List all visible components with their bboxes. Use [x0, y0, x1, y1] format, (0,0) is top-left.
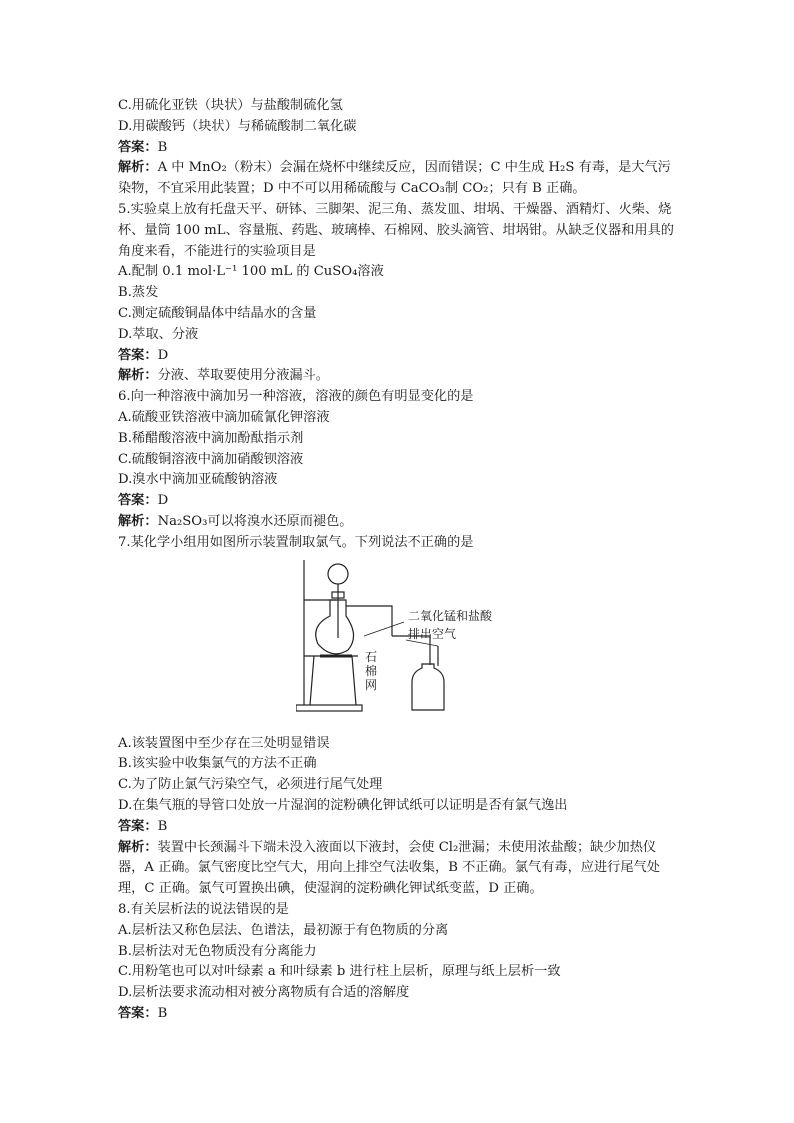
answer-label: 答案： [118, 818, 158, 834]
option-line: C.硫酸铜溶液中滴加硝酸钡溶液 [118, 451, 304, 467]
option-line: B.层析法对无色物质没有分离能力 [118, 943, 317, 959]
gas-jar [412, 664, 444, 710]
option-line: D.层析法要求流动相对被分离物质有合适的溶解度 [118, 985, 410, 1001]
answer-line [118, 1004, 678, 1025]
apparatus-figure [118, 560, 678, 730]
option-line: A.硫酸亚铁溶液中滴加硫氰化钾溶液 [118, 409, 330, 425]
label-leader-reagent [364, 622, 404, 636]
answer-label: 答案： [118, 139, 158, 155]
question-stem: 7.某化学小组用如图所示装置制取氯气。下列说法不正确的是 [118, 534, 474, 550]
option-line: C.用硫化亚铁（块状）与盐酸制硫化氢 [118, 98, 343, 113]
funnel-bulb [328, 564, 348, 584]
tripod-legs [310, 656, 356, 705]
label-exhaust: 排出空气 [408, 626, 457, 641]
label-gauze-char: 棉 [364, 663, 377, 678]
answer-value: D [157, 493, 169, 509]
analysis-label: 解析： [118, 839, 158, 855]
answer-label: 答案： [118, 347, 158, 363]
option-line: D.溴水中滴加亚硫酸钠溶液 [118, 472, 278, 488]
question-stem: 6.向一种溶液中滴加另一种溶液，溶液的颜色有明显变化的是 [118, 389, 474, 405]
question-stem: 5.实验桌上放有托盘天平、研钵、三脚架、泥三角、蒸发皿、坩埚、干燥器、酒精灯、火柴、烧杯、量筒 100 mL、容量瓶、药匙、玻璃棒、石棉网、胶头滴管、坩埚钳。从缺乏仪器和用具的角度来看，不能进行的实验项目是 [118, 201, 674, 259]
label-gauze-char: 网 [364, 677, 377, 692]
option-line: C.为了防止氯气污染空气，必须进行尾气处理 [118, 777, 383, 793]
analysis-text: 装置中长颈漏斗下端未没入液面以下液封，会使 Cl₂泄漏；未使用浓盐酸；缺少加热仪器，A 正确。氯气密度比空气大，用向上排空气法收集，B 不正确。氯气有毒，应进行尾气处理，C 正确。氯气可置换出碘，使湿润的淀粉碘化钾试纸变蓝，D 正确。 [118, 839, 660, 897]
option-line: D.在集气瓶的导管口处放一片湿润的淀粉碘化钾试纸可以证明是否有氯气逸出 [118, 797, 568, 813]
option-line: D.萃取、分液 [118, 326, 199, 342]
analysis-text: 分液、萃取要使用分液漏斗。 [157, 368, 329, 384]
analysis-paragraph [118, 158, 678, 200]
answer-value: D [157, 347, 169, 363]
option-line: B.蒸发 [118, 285, 159, 301]
analysis-line [118, 366, 678, 387]
label-reagent: 二氧化锰和盐酸 [408, 608, 493, 623]
answer-value: B [157, 139, 168, 155]
document-page [118, 96, 678, 1025]
analysis-line [118, 512, 678, 533]
analysis-text: Na₂SO₃可以将溴水还原而褪色。 [157, 513, 353, 529]
answer-value: B [157, 818, 168, 834]
option-line: B.稀醋酸溶液中滴加酚酞指示剂 [118, 430, 304, 446]
analysis-text: A 中 MnO₂（粉末）会漏在烧杯中继续反应，因而错误；C 中生成 H₂S 有毒，是大气污染物，不宜采用此装置；D 中不可以用稀硫酸与 CaCO₃制 CO₂；只有 B 正确。 [118, 160, 671, 197]
option-line: A.层析法又称色层法、色谱法，最初源于有色物质的分离 [118, 922, 449, 938]
answer-line [118, 491, 678, 512]
analysis-label: 解析： [118, 368, 158, 384]
analysis-label: 解析： [118, 160, 158, 176]
option-line: A.该装置图中至少存在三处明显错误 [118, 735, 330, 751]
option-line: A.配制 0.1 mol·L⁻¹ 100 mL 的 CuSO₄溶液 [118, 264, 384, 280]
answer-line [118, 817, 678, 838]
analysis-label: 解析： [118, 513, 158, 529]
apparatus-diagram [296, 560, 506, 720]
answer-label: 答案： [118, 493, 158, 509]
option-line: C.测定硫酸铜晶体中结晶水的含量 [118, 305, 317, 321]
option-line: B.该实验中收集氯气的方法不正确 [118, 756, 317, 772]
label-gauze-char: 石 [364, 649, 377, 664]
answer-line [118, 138, 678, 159]
answer-label: 答案： [118, 1005, 158, 1021]
option-line: C.用粉笔也可以对叶绿素 a 和叶绿素 b 进行柱上层析，原理与纸上层析一致 [118, 964, 561, 980]
option-line: D.用碳酸钙（块状）与稀硫酸制二氧化碳 [118, 118, 357, 134]
answer-line [118, 346, 678, 367]
label-gauze [364, 650, 378, 692]
flask-body [316, 600, 354, 654]
question-stem: 8.有关层析法的说法错误的是 [118, 901, 289, 917]
stand-base [296, 705, 362, 711]
answer-value: B [157, 1005, 168, 1021]
analysis-paragraph [118, 838, 678, 900]
